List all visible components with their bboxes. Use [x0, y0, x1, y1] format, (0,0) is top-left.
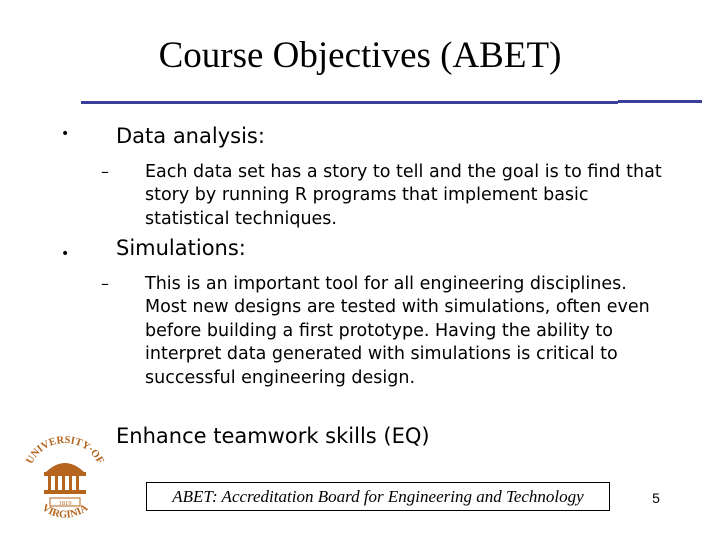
bullet-data-analysis: Data analysis: — [116, 124, 265, 148]
bullet-marker: • — [61, 246, 70, 262]
sub-bullet-marker: – — [101, 162, 109, 181]
sub-bullet-simulations: This is an important tool for all engineering disciplines. Most new designs are tested with simulations, often even before building a first prototype. Having the ability to interpret data generated with simulations is critical to successful engineering design. — [145, 274, 650, 388]
slide-title: Course Objectives (ABET) — [158, 35, 562, 76]
sub-bullet-marker: – — [101, 274, 109, 293]
footnote-box: ABET: Accreditation Board for Engineering and Technology — [146, 482, 610, 511]
bullet-teamwork: Enhance teamwork skills (EQ) — [116, 424, 430, 448]
bullet-simulations: Simulations: — [116, 236, 246, 260]
title-divider — [81, 101, 618, 104]
sub-bullet-data-analysis: Each data set has a story to tell and the goal is to find that story by running R programs that implement basic statistical techniques. — [145, 162, 662, 229]
university-of-virginia-seal-icon — [14, 428, 116, 528]
svg-text:UNIVERSITY·OF: UNIVERSITY·OF — [24, 434, 106, 466]
bullet-marker: • — [61, 126, 70, 142]
page-number: 5 — [652, 490, 660, 506]
title-divider-accent — [618, 100, 702, 103]
svg-text:VIRGINIA: VIRGINIA — [39, 502, 91, 521]
logo-year: 1819 — [58, 500, 72, 507]
